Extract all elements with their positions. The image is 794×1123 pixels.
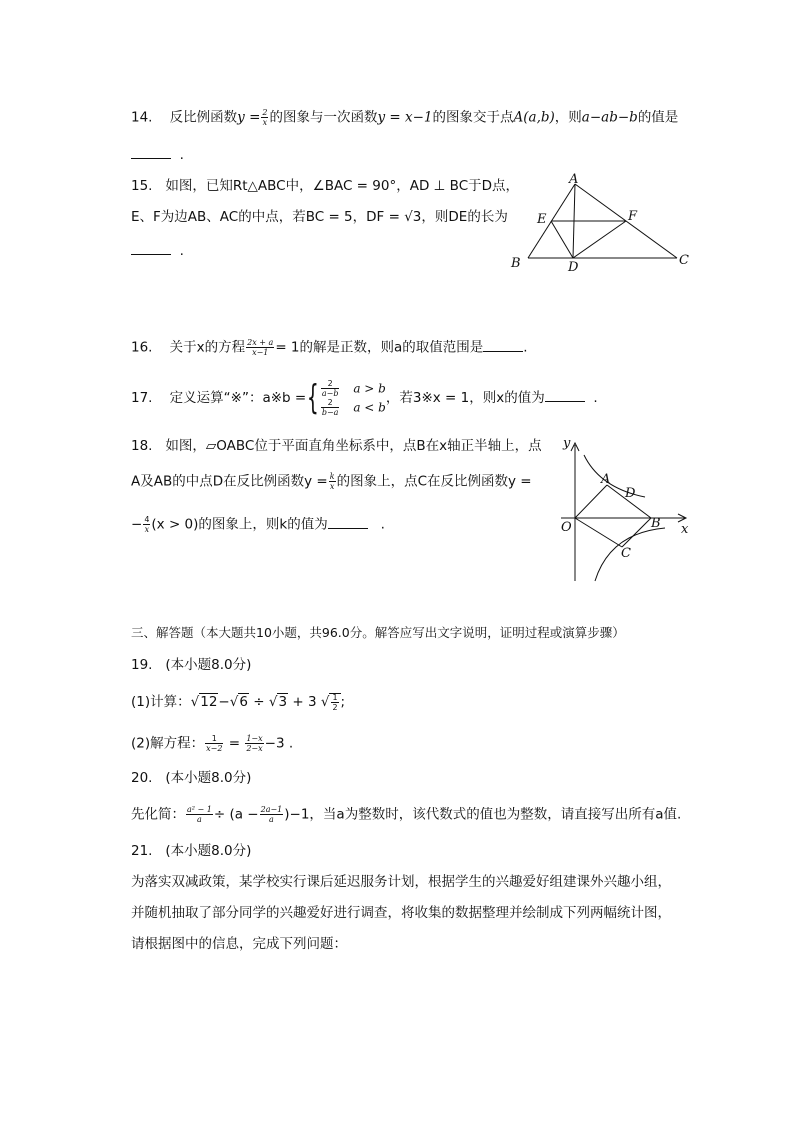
label-c: C (621, 546, 631, 561)
piecewise: $\frac{2}{a-b}$ a > b $\frac{2}{b-a}$ a < b (321, 378, 386, 417)
coordinate-figure (555, 433, 700, 585)
answer-blank-17 (545, 389, 585, 402)
label-a: A (569, 172, 579, 187)
label-c: C (679, 253, 689, 268)
question-number: 19. (131, 657, 153, 673)
question-18-line2: A及AB的中点D在反比例函数y = $\frac{k}{x}$ 的图象上，点C在反比例函数y = (131, 472, 532, 491)
answer-blank-16 (483, 339, 523, 352)
fraction: $\frac{2x + a}{x-1}$ (247, 338, 274, 357)
question-number: 14. (131, 109, 153, 126)
answer-blank-18 (328, 516, 368, 529)
axis-label-x: x (681, 522, 689, 537)
label-d: D (625, 486, 636, 501)
question-19-part2: (2)解方程： $\frac{1}{x-2}$ = $\frac{1-x}{2-x}$ −3 . (131, 734, 294, 753)
question-number: 21. (131, 843, 153, 859)
question-21-line1: 为落实双减政策，某学校实行课后延迟服务计划，根据学生的兴趣爱好组建课外兴趣小组， (131, 874, 671, 890)
question-number: 17. (131, 390, 153, 406)
score-label: (本小题8.0分) (165, 770, 252, 786)
label-b: B (511, 256, 521, 271)
fraction: $\frac{k}{x}$ (329, 472, 335, 491)
brace: { (307, 378, 319, 418)
question-18-line3: − $\frac{4}{x}$ (x > 0)的图象上，则k的值为 . (131, 515, 385, 534)
question-21-line2: 并随机抽取了部分同学的兴趣爱好进行调查，将收集的数据整理并绘制成下列两幅统计图， (131, 905, 671, 921)
label-f: F (628, 209, 638, 224)
question-number: 16. (131, 339, 153, 356)
question-number: 15. (131, 178, 153, 194)
label-a: A (601, 472, 611, 487)
question-19-part1: (1)计算：√12−√6 ÷ √3 + 3 √ $\frac{1}{2}$ ; (131, 692, 346, 712)
question-number: 18. (131, 438, 153, 454)
label-b: B (651, 516, 661, 531)
question-21-line3: 请根据图中的信息，完成下列问题： (131, 936, 347, 952)
label-o: O (561, 520, 572, 535)
label-d: D (568, 260, 579, 272)
question-21-header (131, 842, 251, 860)
question-number: 20. (131, 770, 153, 786)
question-15-line2: E、F为边AB、AC的中点，若BC = 5，DF = √3，则DE的长为 (131, 209, 508, 225)
axis-label-y: y (563, 436, 571, 451)
fraction: $\frac{4}{x}$ (144, 515, 150, 534)
score-label: (本小题8.0分) (165, 843, 252, 859)
score-label: (本小题8.0分) (165, 657, 252, 673)
answer-blank-15: . (131, 242, 184, 260)
question-18-line1: 18. 如图，▱OABC位于平面直角坐标系中，点B在x轴正半轴上，点 (131, 438, 542, 454)
question-20-header (131, 769, 251, 787)
question-20-body: 先化简： $\frac{\text{a² − 1}}{a}$ ÷ (a − $\frac{2a-1}{a}$ )−1，当a为整数时，该代数式的值也为整数，请直接写出所有a值. (131, 805, 682, 824)
section-heading: 三、解答题（本大题共10小题，共96.0分。解答应写出文字说明，证明过程或演算步骤） (131, 625, 625, 640)
label-e: E (537, 212, 547, 227)
answer-blank-14: . (131, 146, 184, 164)
question-16: 16. 关于x的方程 $\frac{2x + a}{x-1}$ = 1的解是正数，则a的取值范围是 . (131, 338, 528, 357)
fraction: $\frac{2}{x}$ (262, 108, 268, 127)
question-17: 17. 定义运算“※”：a※b ={ $\frac{2}{a-b}$ a > b $\frac{2}{b-a}$ a < b ，若3※x = 1，则x的值为 . (131, 378, 598, 418)
question-14: 14. 反比例函数y = $\frac{2}{x}$ 的图象与一次函数y = x−1的图象交于点A(a,b)，则a−ab−b的值是 (131, 108, 679, 127)
question-19-header (131, 656, 251, 674)
question-15-line1: 15. 如图，已知Rt△ABC中，∠BAC = 90°，AD ⊥ BC于D点， (131, 178, 520, 194)
triangle-figure (505, 172, 705, 272)
